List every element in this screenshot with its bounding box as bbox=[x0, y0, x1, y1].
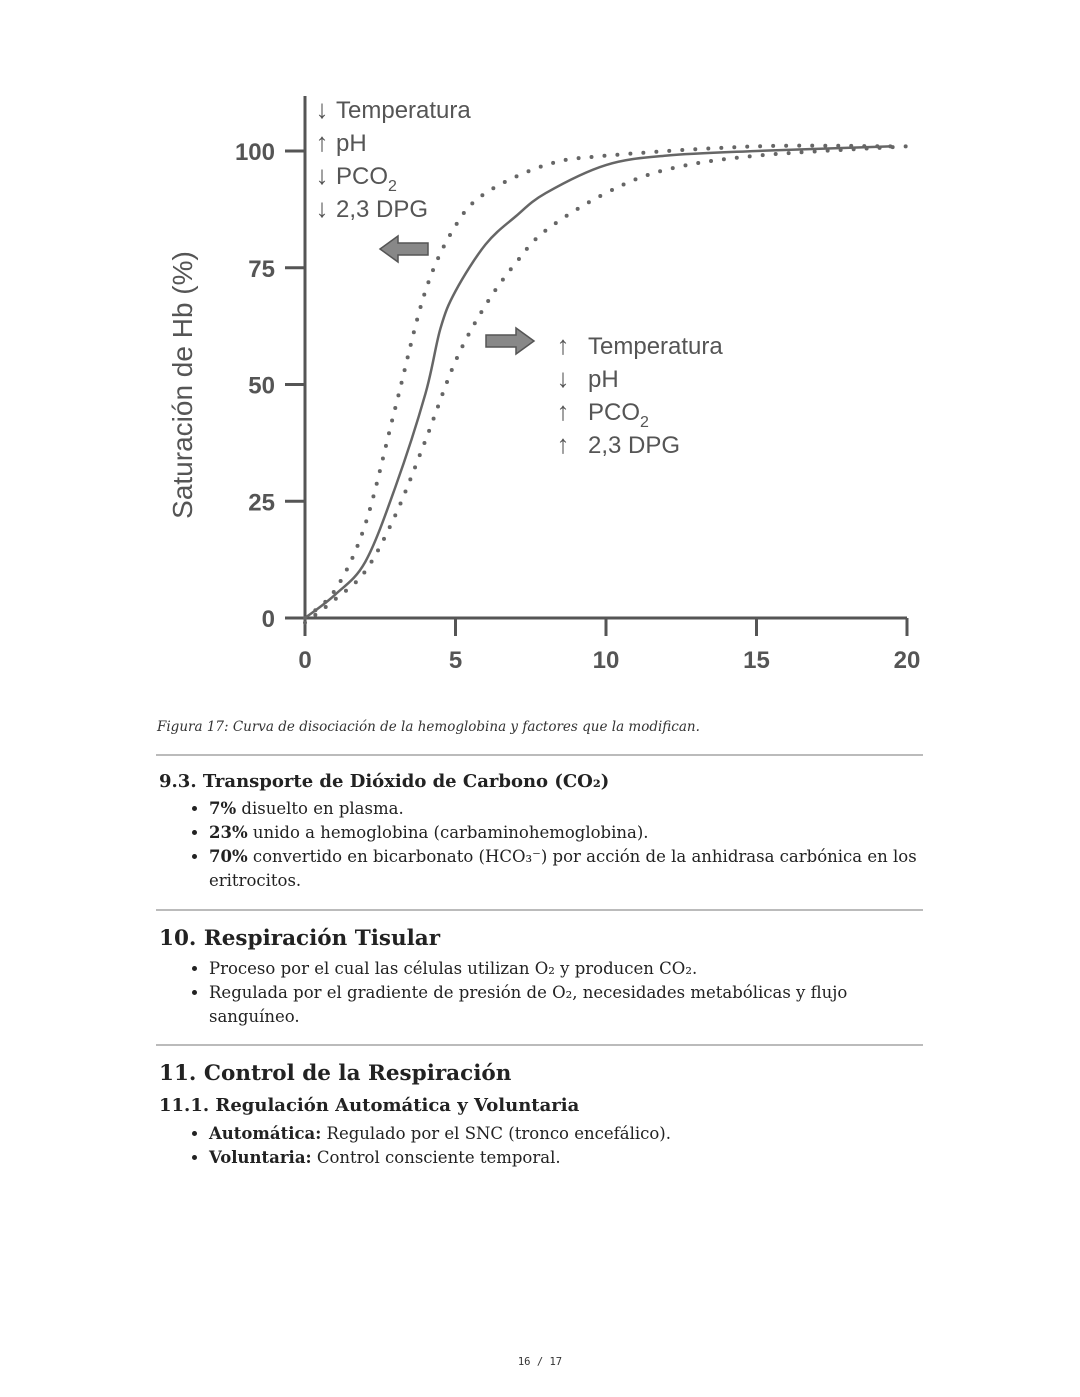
y-tick-label: 0 bbox=[261, 606, 275, 633]
section-11-1-heading: 11.1. Regulación Automática y Voluntaria bbox=[159, 1095, 580, 1116]
left-annotation-label: 2,3 DPG bbox=[336, 196, 429, 223]
x-tick-label: 10 bbox=[592, 647, 620, 674]
right-shift-arrow bbox=[486, 328, 534, 354]
list-item: • Voluntaria: Control consciente temporal. bbox=[209, 1146, 929, 1170]
left-annotation-label: pH bbox=[336, 130, 367, 157]
right-annotation-arrow: ↓ bbox=[556, 363, 570, 393]
x-tick-label: 0 bbox=[298, 647, 312, 674]
section-10-list bbox=[180, 957, 929, 1029]
left-annotation-arrow: ↓ bbox=[315, 94, 329, 124]
list-item: • 70% convertido en bicarbonato (HCO₃⁻) por acción de la anhidrasa carbónica en los eritrocitos. bbox=[209, 845, 929, 893]
right-annotation-arrow: ↑ bbox=[556, 396, 570, 426]
section-11-1-list bbox=[180, 1122, 929, 1170]
list-item: • Regulada por el gradiente de presión de O₂, necesidades metabólicas y flujo sanguíneo. bbox=[209, 981, 929, 1029]
divider bbox=[156, 754, 923, 756]
y-axis-label: Saturación de Hb (%) bbox=[167, 251, 198, 519]
x-tick-label: 5 bbox=[448, 647, 463, 674]
left-annotation-arrow: ↓ bbox=[315, 193, 329, 223]
x-tick-label: 20 bbox=[893, 647, 921, 674]
page-number: 16 / 17 bbox=[517, 1356, 563, 1368]
left-annotation-arrow: ↑ bbox=[315, 127, 329, 157]
y-tick-label: 25 bbox=[248, 489, 275, 517]
y-tick-label: 100 bbox=[234, 139, 275, 166]
right-annotation-label: $PCO_2$ bbox=[588, 399, 649, 431]
left-annotation-label: Temperatura bbox=[336, 97, 471, 124]
section-9-3-list bbox=[180, 797, 929, 893]
list-item: • Proceso por el cual las células utilizan O₂ y producen CO₂. bbox=[209, 957, 929, 981]
left-shift-arrow bbox=[380, 236, 428, 262]
x-tick-label: 15 bbox=[743, 647, 770, 674]
list-item: • Automática: Regulado por el SNC (tronco encefálico). bbox=[209, 1122, 929, 1146]
left-annotation-arrow: ↓ bbox=[315, 160, 329, 190]
section-11-heading: 11. Control de la Respiración bbox=[159, 1061, 512, 1086]
list-item: • 7% disuelto en plasma. bbox=[209, 797, 929, 821]
right-annotation-arrow: ↑ bbox=[556, 330, 570, 360]
right-annotation-label: 2,3 DPG bbox=[588, 432, 681, 459]
y-tick-label: 50 bbox=[248, 372, 275, 400]
right-annotation-label: Temperatura bbox=[588, 333, 723, 360]
list-item: • 23% unido a hemoglobina (carbaminohemoglobina). bbox=[209, 821, 929, 845]
left-annotation-label: $PCO_2$ bbox=[336, 163, 397, 195]
right-annotation-arrow: ↑ bbox=[556, 429, 570, 459]
figure-caption: Figura 17: Curva de disociación de la hemoglobina y factores que la modifican. bbox=[157, 719, 700, 735]
section-10-heading: 10. Respiración Tisular bbox=[159, 926, 441, 951]
section-9-3-heading: 9.3. Transporte de Dióxido de Carbono (CO₂) bbox=[159, 771, 610, 792]
right-annotation-label: pH bbox=[588, 366, 619, 393]
divider bbox=[156, 1044, 923, 1046]
y-tick-label: 75 bbox=[248, 255, 275, 283]
divider bbox=[156, 909, 923, 911]
